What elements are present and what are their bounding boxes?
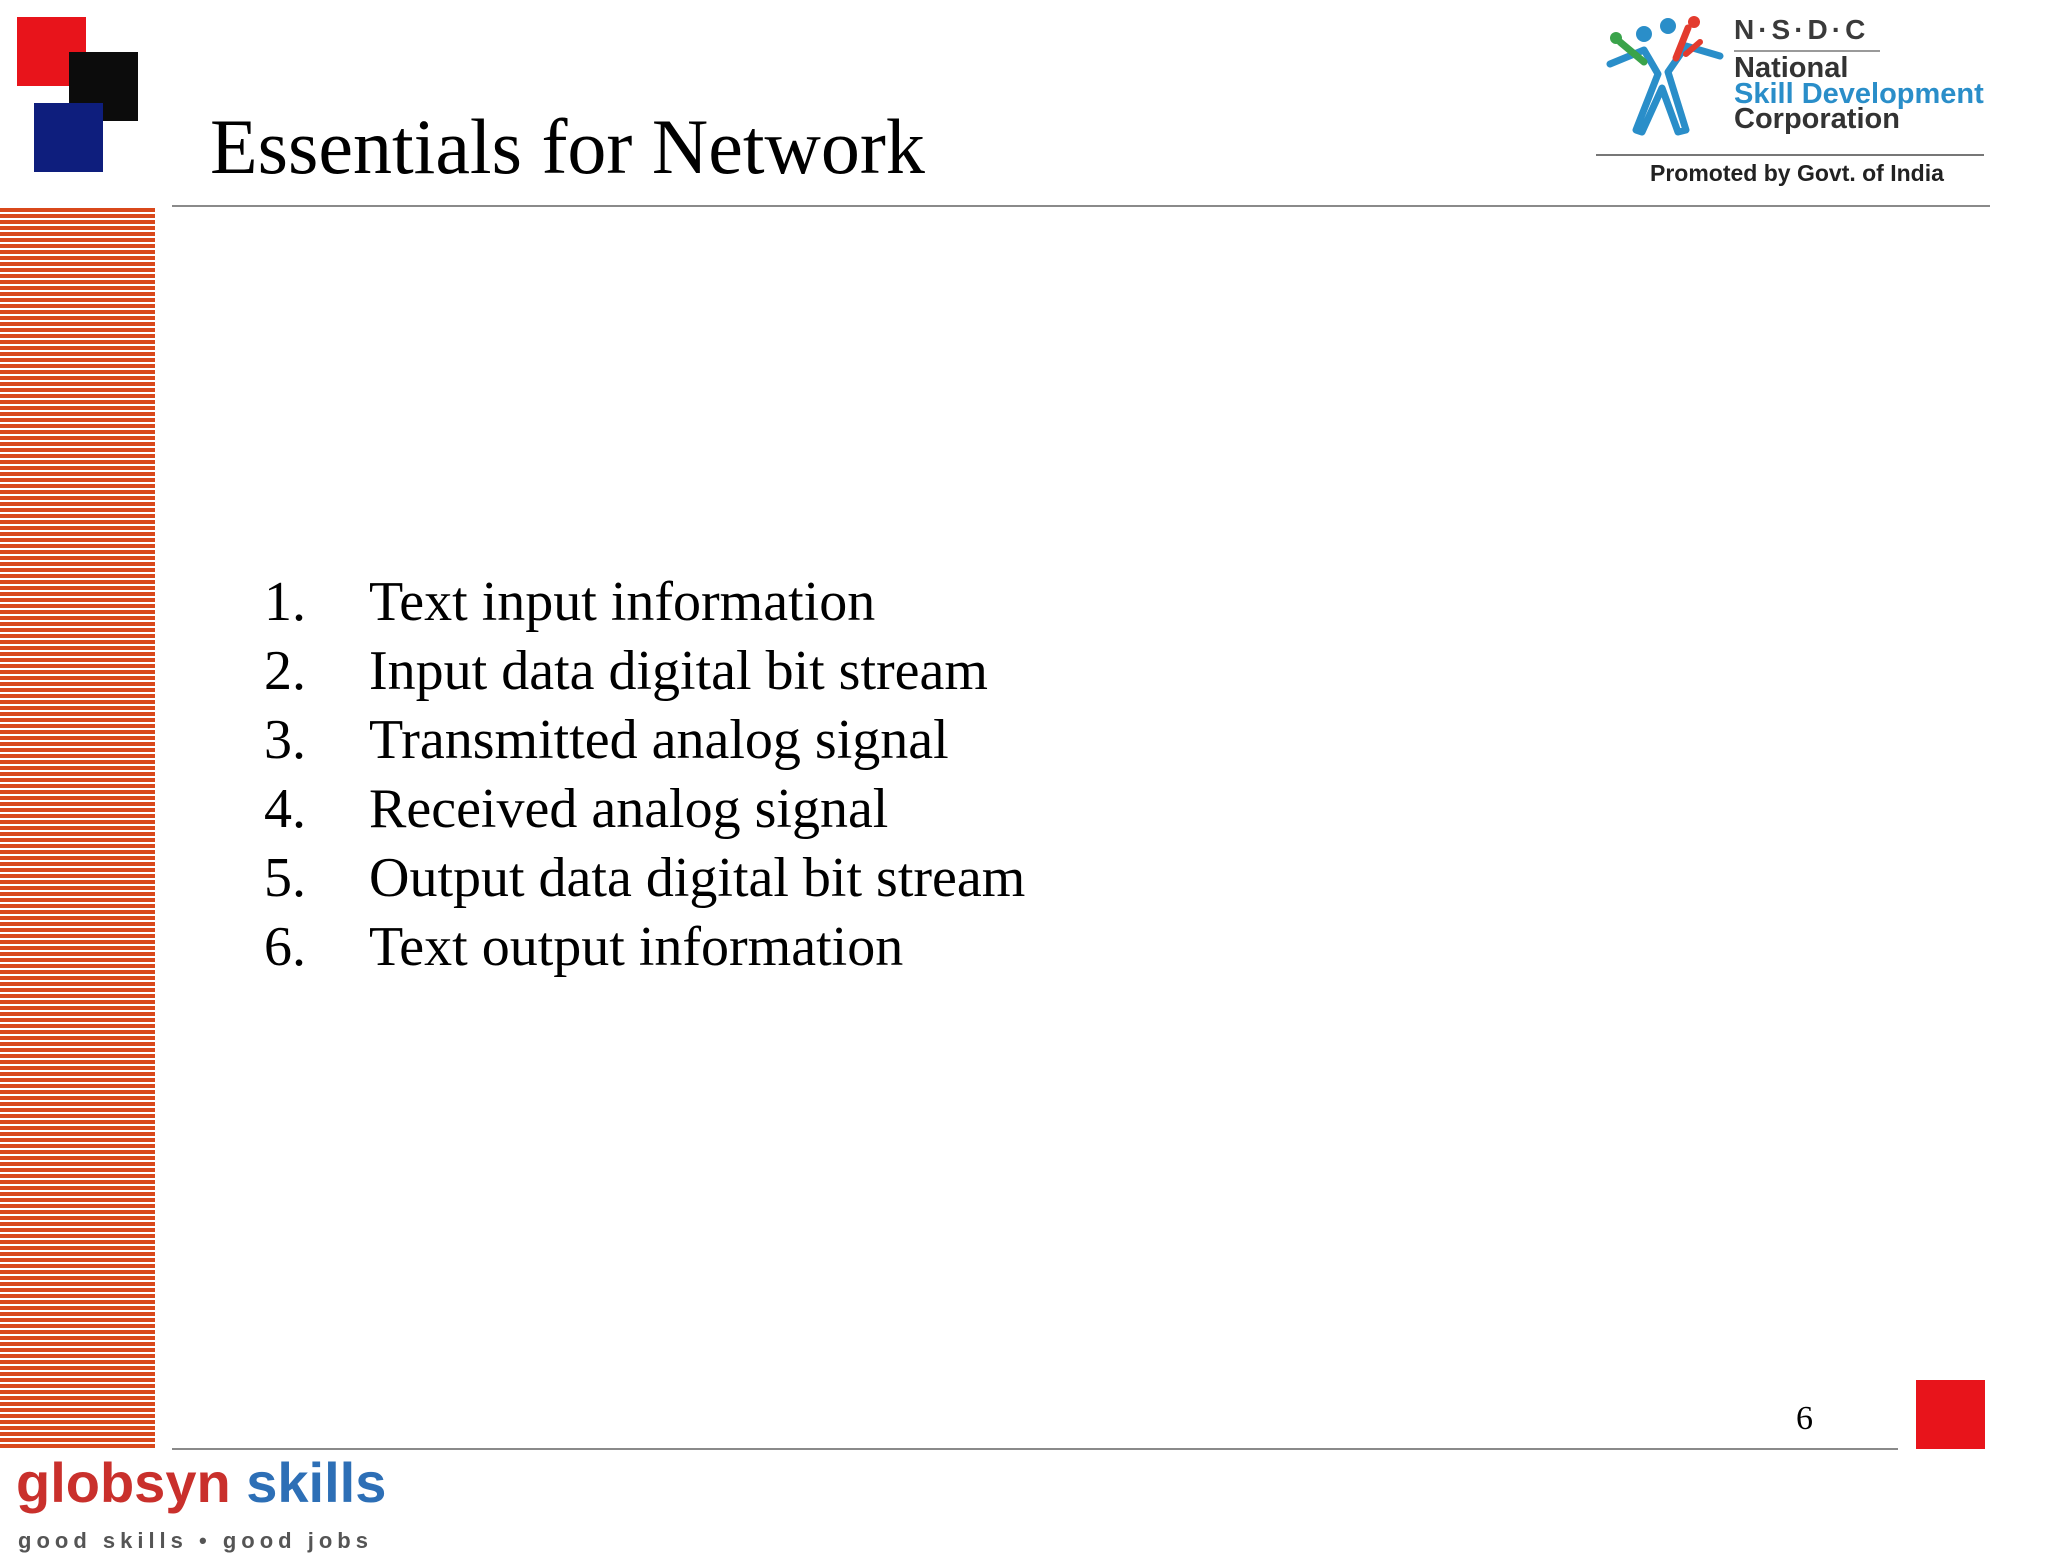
logo-square-navy [34,103,103,172]
list-item-text: Received analog signal [369,778,889,840]
list-item [264,637,1025,706]
list-item [264,844,1025,913]
corner-square-red [1916,1380,1985,1449]
list-item [264,913,1025,982]
list-item-number: 4. [264,778,306,840]
side-stripe-bar [0,208,155,1448]
list-item [264,775,1025,844]
nsdc-logo-divider [1596,154,1984,156]
list-item-number: 5. [264,847,306,909]
globsyn-logo-part1: globsyn [16,1451,231,1514]
globsyn-logo-part2: skills [230,1451,387,1514]
list-item-number: 6. [264,916,306,978]
list-item [264,568,1025,637]
list-item-text: Text output information [369,916,904,978]
nsdc-figures-icon [1600,12,1728,140]
list-item-number: 2. [264,640,306,702]
list-item-text: Text input information [369,571,876,633]
page-number: 6 [1796,1400,1813,1437]
nsdc-letters: N·S·D·C [1734,14,1870,45]
nsdc-name-line3: Corporation [1734,103,1900,135]
nsdc-name-line1: National [1734,52,1849,84]
list-item-text: Input data digital bit stream [369,640,988,702]
title-divider [172,205,1990,207]
slide-title: Essentials for Network [210,103,925,190]
list-item-text: Transmitted analog signal [369,709,949,771]
list-item-number: 3. [264,709,306,771]
globsyn-tagline: good skills • good jobs [18,1528,373,1553]
list-item [264,706,1025,775]
footer-divider [172,1448,1898,1450]
globsyn-logo [16,1450,386,1515]
essentials-list [264,568,1025,982]
nsdc-name-line2: Skill Development [1734,78,1984,110]
list-item-number: 1. [264,571,306,633]
nsdc-promoted-text: Promoted by Govt. of India [1650,160,1944,186]
list-item-text: Output data digital bit stream [369,847,1026,909]
